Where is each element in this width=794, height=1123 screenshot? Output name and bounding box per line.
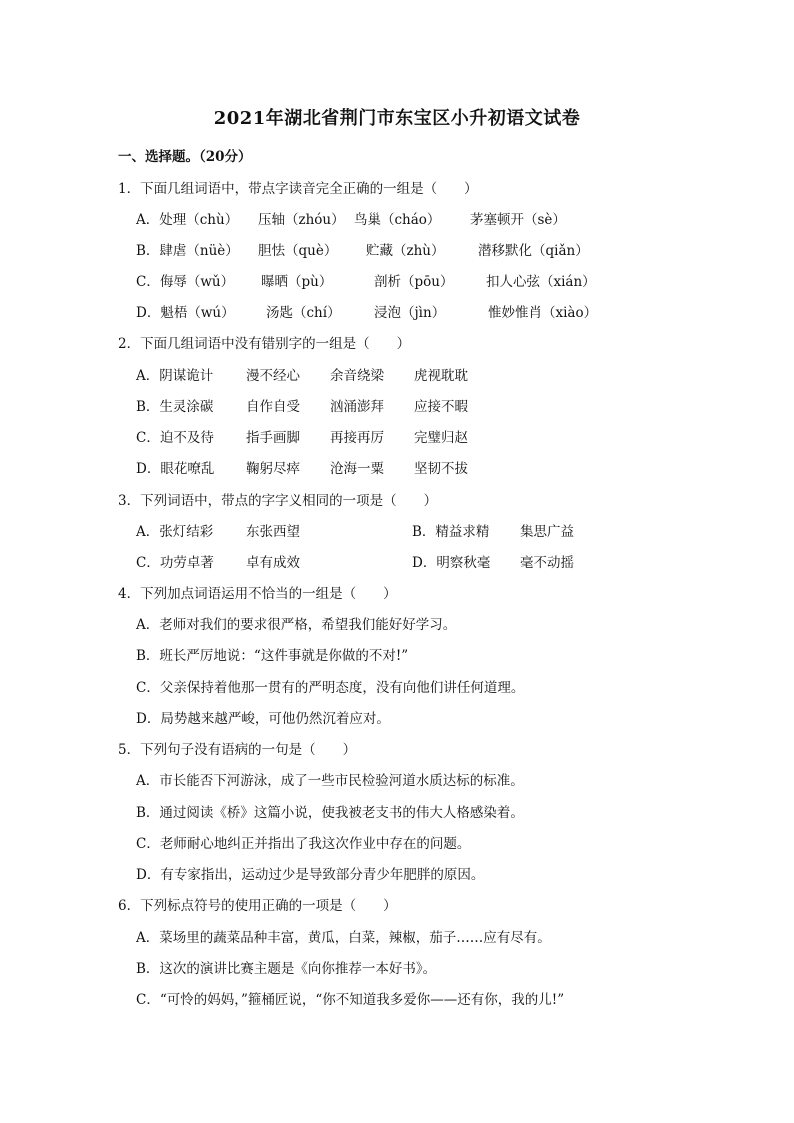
question-2-row-a — [136, 364, 468, 384]
option-cell: 扣人心弦（xián） — [486, 274, 596, 290]
question-5-option-c: C．老师耐心地纠正并指出了我这次作业中存在的问题。 — [136, 836, 471, 852]
option-cell: 潜移默化（qiǎn） — [478, 243, 589, 259]
option-cell: 余音绕梁 — [330, 368, 384, 384]
option-cell: 贮藏（zhù） — [366, 243, 445, 259]
question-3-stem: 3．下列词语中，带点的字字义相同的一项是（ ） — [118, 493, 438, 509]
question-2-stem: 2．下面几组词语中没有错别字的一组是（ ） — [118, 336, 411, 352]
question-6-option-c: C．“可怜的妈妈，”箍桶匠说，“你不知道我多爱你——还有你，我的儿!” — [136, 992, 565, 1008]
option-cell: C．侮辱（wǔ） — [136, 274, 235, 290]
option-cell: A．阴谋诡计 — [136, 368, 214, 384]
option-cell: 曝晒（pù） — [261, 274, 333, 290]
question-6-option-a: A．菜场里的蔬菜品种丰富，黄瓜，白菜，辣椒，茄子……应有尽有。 — [136, 930, 551, 946]
option-cell: 汹涌澎拜 — [330, 399, 384, 415]
question-1-row-a — [136, 208, 566, 228]
question-3-row-ab — [136, 520, 574, 540]
option-cell: A．处理（chù） — [136, 212, 239, 228]
option-cell: 再接再厉 — [330, 430, 384, 446]
option-cell: 沧海一粟 — [330, 461, 384, 477]
option-cell: 漫不经心 — [246, 368, 300, 384]
option-cell: 茅塞顿开（sè） — [470, 212, 566, 228]
question-2-row-c — [136, 426, 468, 446]
option-cell: 虎视耽耽 — [414, 368, 468, 384]
question-1-row-b — [136, 239, 589, 259]
option-cell: 胆怯（què） — [258, 243, 338, 259]
option-cell: B．精益求精 — [412, 524, 490, 540]
option-cell: 卓有成效 — [246, 555, 300, 571]
option-cell: 鸟巢（cháo） — [354, 212, 441, 228]
question-5-option-d: D．有专家指出，运动过少是导致部分青少年肥胖的原因。 — [136, 867, 485, 883]
question-2-row-b — [136, 395, 468, 415]
option-cell: 坚韧不拔 — [414, 461, 468, 477]
option-cell: A．张灯结彩 — [136, 524, 214, 540]
question-4-stem: 4．下列加点词语运用不恰当的一组是（ ） — [118, 586, 397, 602]
option-cell: 集思广益 — [520, 524, 574, 540]
question-3-row-cd — [136, 551, 574, 571]
question-4-option-d: D．局势越来越严峻，可他仍然沉着应对。 — [136, 711, 390, 727]
question-1-row-c — [136, 270, 596, 290]
option-cell: 毫不动摇 — [520, 555, 574, 571]
option-cell: D．眼花嘹乱 — [136, 461, 215, 477]
question-1-row-d — [136, 301, 597, 321]
question-1-stem: 1．下面几组词语中，带点字读音完全正确的一组是（ ） — [118, 181, 478, 197]
option-cell: C．功劳卓著 — [136, 555, 214, 571]
question-6-option-b: B．这次的演讲比赛主题是《向你推荐一本好书》。 — [136, 961, 437, 977]
exam-title: 2021年湖北省荆门市东宝区小升初语文试卷 — [213, 108, 581, 129]
question-4-option-c: C．父亲保持着他那一贯有的严明态度，没有向他们讲任何道理。 — [136, 680, 525, 696]
option-cell: 自作自受 — [246, 399, 300, 415]
question-2-row-d — [136, 457, 468, 477]
option-cell: 东张西望 — [246, 524, 300, 540]
option-cell: 鞠躬尽瘁 — [246, 461, 300, 477]
question-5-option-a: A．市长能否下河游泳，成了一些市民检验河道水质达标的标准。 — [136, 773, 524, 789]
question-5-option-b: B．通过阅读《桥》这篇小说，使我被老支书的伟大人格感染着。 — [136, 805, 524, 821]
option-cell: 汤匙（chí） — [266, 305, 341, 321]
option-cell: B．肆虐（nüè） — [136, 243, 239, 259]
option-cell: D．明察秋毫 — [412, 555, 491, 571]
question-6-stem: 6．下列标点符号的使用正确的一项是（ ） — [118, 898, 397, 914]
option-cell: C．迫不及待 — [136, 430, 214, 446]
option-cell: 剖析（pōu） — [374, 274, 454, 290]
option-cell: 完璧归赵 — [414, 430, 468, 446]
question-5-stem: 5．下列句子没有语病的一句是（ ） — [118, 742, 357, 758]
question-4-option-a: A．老师对我们的要求很严格，希望我们能好好学习。 — [136, 617, 457, 633]
section-heading-choice: 一、选择题。（20分） — [118, 149, 252, 165]
option-cell: 浸泡（jìn） — [374, 305, 446, 321]
option-cell: D．魁梧（wú） — [136, 305, 235, 321]
option-cell: 惟妙惟肖（xiào） — [488, 305, 598, 321]
option-cell: 压轴（zhóu） — [258, 212, 345, 228]
option-cell: B．生灵涂碳 — [136, 399, 214, 415]
option-cell: 应接不暇 — [414, 399, 468, 415]
option-cell: 指手画脚 — [246, 430, 300, 446]
question-4-option-b: B．班长严厉地说：“这件事就是你做的不对!” — [136, 648, 409, 664]
